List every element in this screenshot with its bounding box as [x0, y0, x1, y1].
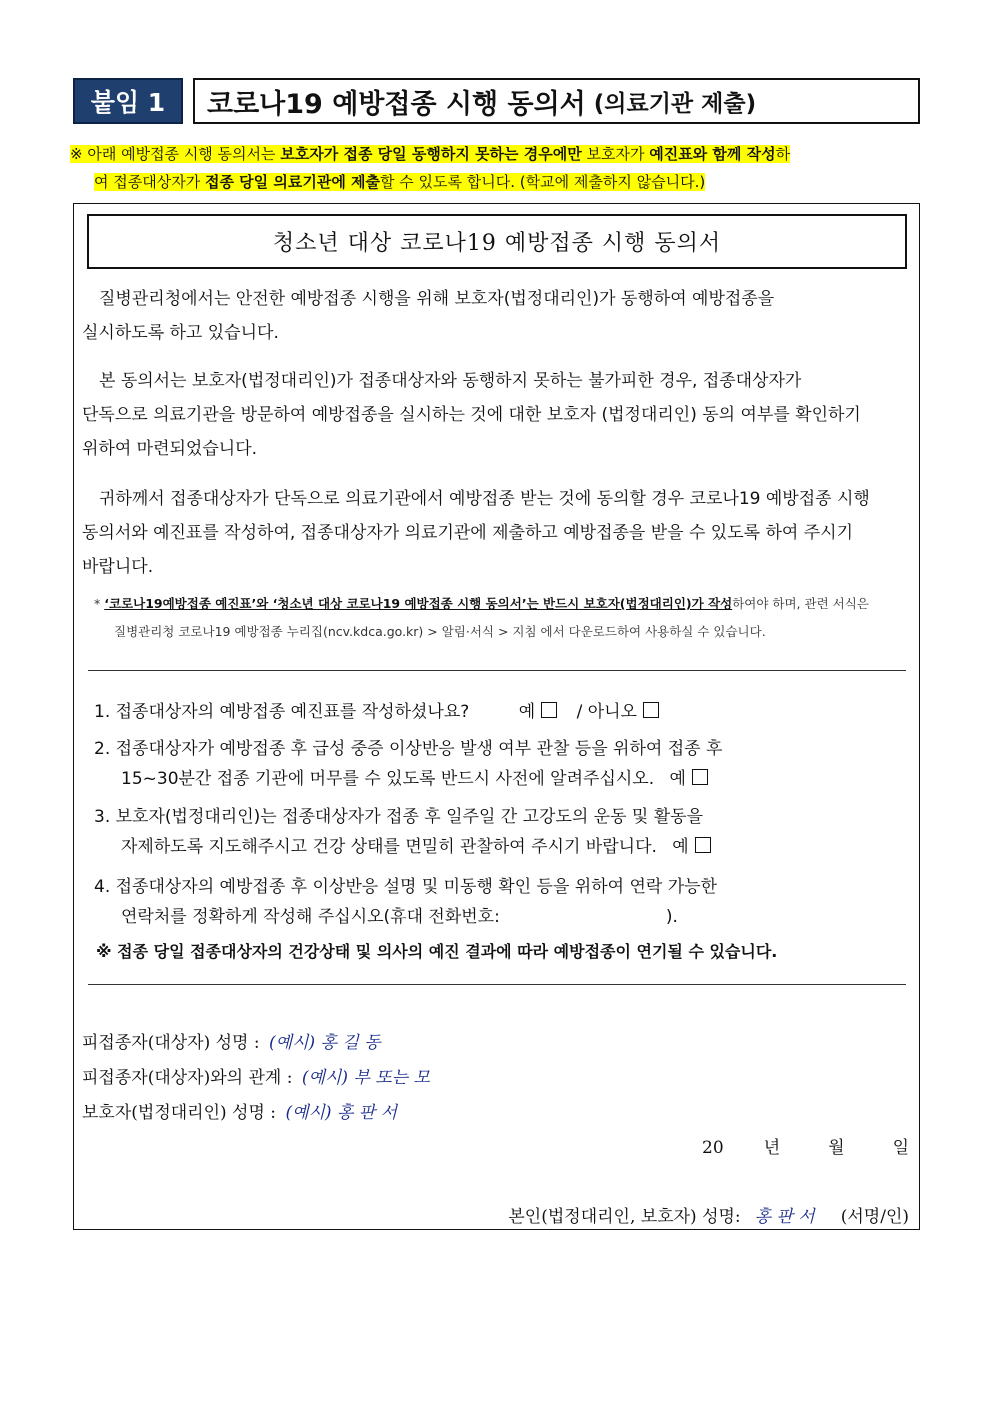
question-text: 15~30분간 접종 기관에 머무를 수 있도록 반드시 사전에 알려주십시오. [121, 769, 655, 789]
recipient-name-row [82, 1028, 381, 1053]
notice-text: 하 [775, 145, 791, 163]
notice-line-2 [70, 168, 925, 196]
notice [70, 140, 925, 196]
yes-label: 예 [518, 702, 536, 722]
question-line [94, 902, 899, 932]
question-line: 4. 접종대상자의 예방접종 후 이상반응 설명 및 미동행 확인 등을 위하여 연락 가능한 [94, 877, 717, 897]
notice-text: 보호자가 [581, 145, 650, 163]
paragraph-3 [82, 482, 912, 584]
relationship-field[interactable]: (예시) 부 또는 모 [301, 1068, 430, 1088]
date-year-label: 년 [763, 1138, 781, 1158]
yes-label: 예 [669, 769, 686, 789]
document-title-main: 코로나19 예방접종 시행 동의서 [207, 88, 586, 120]
yes-label: 예 [672, 837, 689, 857]
yes-checkbox[interactable] [541, 702, 557, 718]
notice-emphasis: 접종 당일 의료기관에 제출 [204, 173, 381, 191]
paragraph-line: 질병관리청에서는 안전한 예방접종 시행을 위해 보호자(법정대리인)가 동행하여 예방접종을 [99, 289, 775, 309]
footnote-line-2: 질병관리청 코로나19 예방접종 누리집(ncv.kdca.go.kr) > 알림·서식 > 지침 에서 다운로드하여 사용하실 수 있습니다. [114, 624, 766, 639]
paragraph-line: 본 동의서는 보호자(법정대리인)가 접종대상자와 동행하지 못하는 불가피한 경우, 접종대상자가 [99, 371, 802, 391]
question-line [94, 832, 899, 862]
question-3 [94, 802, 899, 862]
divider [88, 984, 906, 985]
date-month-label: 월 [828, 1138, 845, 1158]
paragraph-2 [82, 364, 912, 466]
notice-text: 여 접종대상자가 [94, 173, 205, 191]
question-text: ). [665, 907, 678, 927]
signature-seal-label: (서명/인) [840, 1207, 909, 1227]
no-label: / 아니오 [576, 702, 637, 722]
signature-row [508, 1202, 909, 1227]
field-label: 피접종자(대상자) 성명 : [82, 1033, 260, 1053]
form-title: 청소년 대상 코로나19 예방접종 시행 동의서 [87, 214, 907, 269]
yes-checkbox[interactable] [695, 837, 711, 853]
paragraph-line: 바랍니다. [82, 557, 154, 577]
question-text: 자제하도록 지도해주시고 건강 상태를 면밀히 관찰하여 주시기 바랍니다. [121, 837, 657, 857]
paragraph-line: 위하여 마련되었습니다. [82, 439, 258, 459]
question-1 [94, 697, 899, 727]
signature-label: 본인(법정대리인, 보호자) 성명: [508, 1207, 741, 1227]
paragraph-line: 단독으로 의료기관을 방문하여 예방접종을 실시하는 것에 대한 보호자 (법정대리인) 동의 여부를 확인하기 [82, 405, 861, 425]
date-day-label: 일 [892, 1138, 909, 1158]
field-label: 피접종자(대상자)와의 관계 : [82, 1068, 293, 1088]
paragraph-1 [82, 282, 912, 350]
guardian-name-row [82, 1098, 397, 1123]
notice-text: ※ 아래 예방접종 시행 동의서는 [70, 145, 281, 163]
document-title [193, 78, 920, 124]
question-line: 3. 보호자(법정대리인)는 접종대상자가 접종 후 일주일 간 고강도의 운동 및 활동을 [94, 807, 704, 827]
document-header [73, 78, 920, 124]
document-title-sub: (의료기관 제출) [593, 90, 757, 117]
relationship-row [82, 1063, 430, 1088]
question-2 [94, 734, 899, 794]
footnote-emphasis: ‘코로나19예방접종 예진표’와 ‘청소년 대상 코로나19 예방접종 시행 동의서’는 반드시 보호자(법정대리인)가 작성 [104, 596, 733, 611]
recipient-name-field[interactable]: (예시) 홍 길 동 [269, 1033, 381, 1053]
footnote [94, 590, 914, 646]
notice-emphasis: 예진표와 함께 작성 [649, 145, 776, 163]
paragraph-line: 귀하께서 접종대상자가 단독으로 의료기관에서 예방접종 받는 것에 동의할 경우 코로나19 예방접종 시행 [99, 489, 870, 509]
notice-line-1 [70, 140, 925, 168]
paragraph-line: 동의서와 예진표를 작성하여, 접종대상자가 의료기관에 제출하고 예방접종을 받을 수 있도록 하여 주시기 [82, 523, 853, 543]
consent-form [73, 203, 920, 1230]
question-line: 2. 접종대상자가 예방접종 후 급성 중증 이상반응 발생 여부 관찰 등을 위하여 접종 후 [94, 739, 723, 759]
signature-name-field[interactable]: 홍 판 서 [754, 1207, 815, 1227]
attachment-badge: 붙임 1 [73, 78, 183, 124]
question-line [94, 697, 899, 727]
paragraph-line: 실시하도록 하고 있습니다. [82, 323, 279, 343]
date-row [702, 1133, 909, 1158]
footnote-text: 하여야 하며, 관련 서식은 [732, 596, 869, 611]
question-text: 연락처를 정확하게 작성해 주십시오(휴대 전화번호: [121, 907, 500, 927]
no-checkbox[interactable] [643, 702, 659, 718]
warning-text: ※ 접종 당일 접종대상자의 건강상태 및 의사의 예진 결과에 따라 예방접종이 연기될 수 있습니다. [96, 942, 778, 961]
question-text: 1. 접종대상자의 예방접종 예진표를 작성하셨나요? [94, 702, 470, 722]
notice-text: 할 수 있도록 합니다. (학교에 제출하지 않습니다.) [380, 173, 706, 191]
question-line [94, 764, 899, 794]
date-year[interactable]: 20 [702, 1138, 724, 1158]
footnote-line-1: * ‘코로나19예방접종 예진표’와 ‘청소년 대상 코로나19 예방접종 시행 동의서’는 반드시 보호자(법정대리인)가 작성하여야 하며, 관련 서식은 [94, 596, 869, 611]
guardian-name-field[interactable]: (예시) 홍 판 서 [285, 1103, 398, 1123]
yes-checkbox[interactable] [692, 769, 708, 785]
notice-emphasis: 보호자가 접종 당일 동행하지 못하는 경우에만 [280, 145, 582, 163]
divider [88, 670, 906, 671]
field-label: 보호자(법정대리인) 성명 : [82, 1103, 277, 1123]
question-4 [94, 872, 899, 932]
